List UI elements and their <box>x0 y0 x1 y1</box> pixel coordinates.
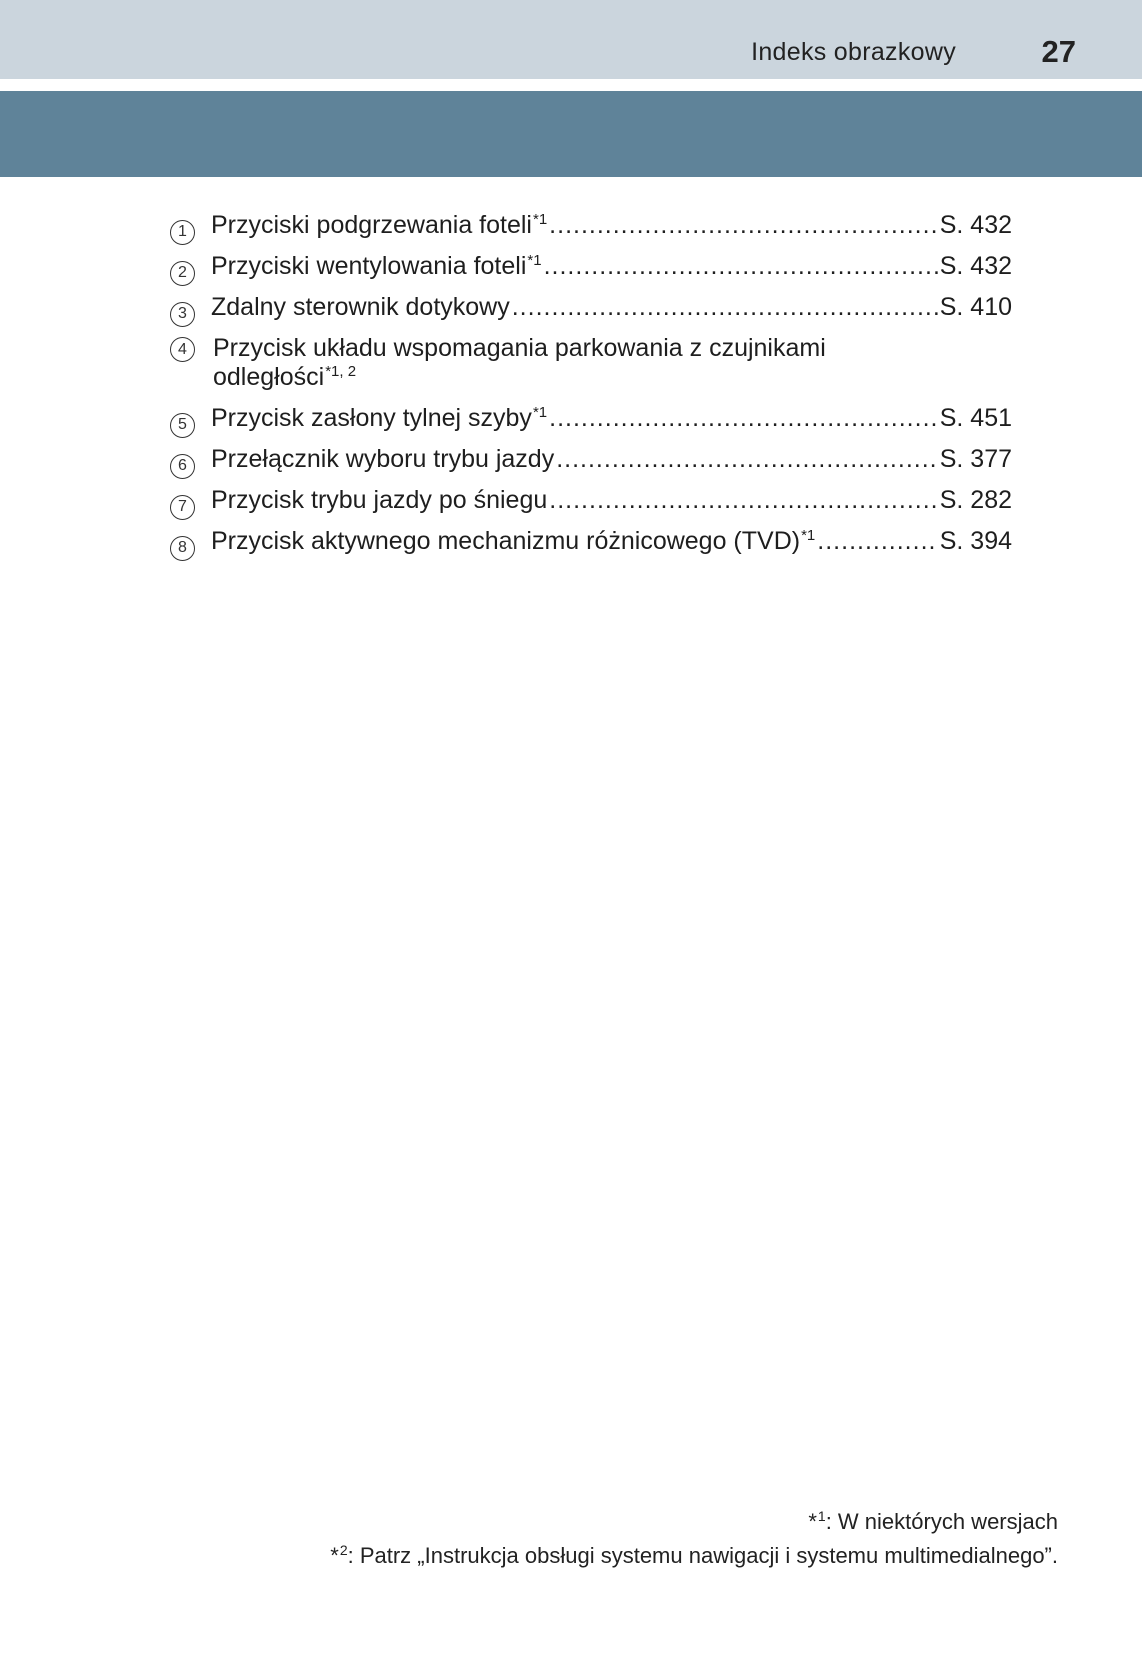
list-item <box>170 328 1012 398</box>
accent-band <box>0 91 1142 177</box>
dot-leader <box>556 439 938 480</box>
item-number-circle: 6 <box>170 454 195 479</box>
item-label: Zdalny sterownik dotykowy <box>211 293 510 321</box>
list-item <box>170 480 1012 521</box>
header-band <box>0 0 1142 79</box>
dot-leader <box>549 480 937 521</box>
footnote-ref: *1 <box>527 252 542 269</box>
list-item <box>170 205 1012 246</box>
item-label: Przycisk układu wspomagania parkowania z czujnikami odległości$^{*1, 2}$ <box>213 334 826 391</box>
item-label: Przyciski podgrzewania foteli$^{*1}$ <box>211 211 548 239</box>
dot-leader <box>549 398 938 439</box>
footnote-ref: *1 <box>532 211 548 228</box>
footnote-1: *$^1$: W niektórych wersjach <box>808 1508 1058 1534</box>
footnotes <box>330 1505 1058 1573</box>
footnote-2: *$^2$: Patrz „Instrukcja obsługi systemu nawigacji i systemu multimedialnego”. <box>330 1542 1058 1568</box>
page-reference: S. 282 <box>939 486 1012 514</box>
item-number-circle: 2 <box>170 261 195 286</box>
page-reference: S. 432 <box>939 211 1012 239</box>
page-reference: S. 410 <box>939 293 1012 321</box>
list-item <box>170 246 1012 287</box>
list-item <box>170 398 1012 439</box>
item-number-circle: 8 <box>170 536 195 561</box>
footnote-ref: *1, 2 <box>325 363 357 380</box>
page-reference: S. 451 <box>939 404 1012 432</box>
footnote-ref: *1 <box>532 404 548 421</box>
page-reference: S. 432 <box>939 252 1012 280</box>
section-title: Indeks obrazkowy <box>751 38 956 66</box>
item-number-circle: 1 <box>170 220 195 245</box>
item-number-circle: 7 <box>170 495 195 520</box>
dot-leader <box>512 287 938 328</box>
dot-leader <box>817 521 937 562</box>
item-label: Przełącznik wyboru trybu jazdy <box>211 445 555 473</box>
dot-leader <box>544 246 938 287</box>
item-label: Przycisk zasłony tylnej szyby$^{*1}$ <box>211 404 548 432</box>
item-number-circle: 4 <box>170 337 195 362</box>
item-label: Przyciski wentylowania foteli$^{*1}$ <box>211 252 542 280</box>
dot-leader <box>549 205 938 246</box>
item-label: Przycisk trybu jazdy po śniegu <box>211 486 548 514</box>
item-number-circle: 5 <box>170 413 195 438</box>
list-item <box>170 439 1012 480</box>
list-item <box>170 287 1012 328</box>
page-reference: S. 377 <box>939 445 1012 473</box>
page-number: 27 <box>1041 34 1076 69</box>
picture-index-list <box>170 205 1012 562</box>
footnote-ref: *1 <box>801 527 816 544</box>
item-number-circle: 3 <box>170 302 195 327</box>
page-reference: S. 394 <box>939 527 1012 555</box>
item-label: Przycisk aktywnego mechanizmu różnicowego (TVD)$^{*1}$ <box>211 527 816 555</box>
list-item <box>170 521 1012 562</box>
